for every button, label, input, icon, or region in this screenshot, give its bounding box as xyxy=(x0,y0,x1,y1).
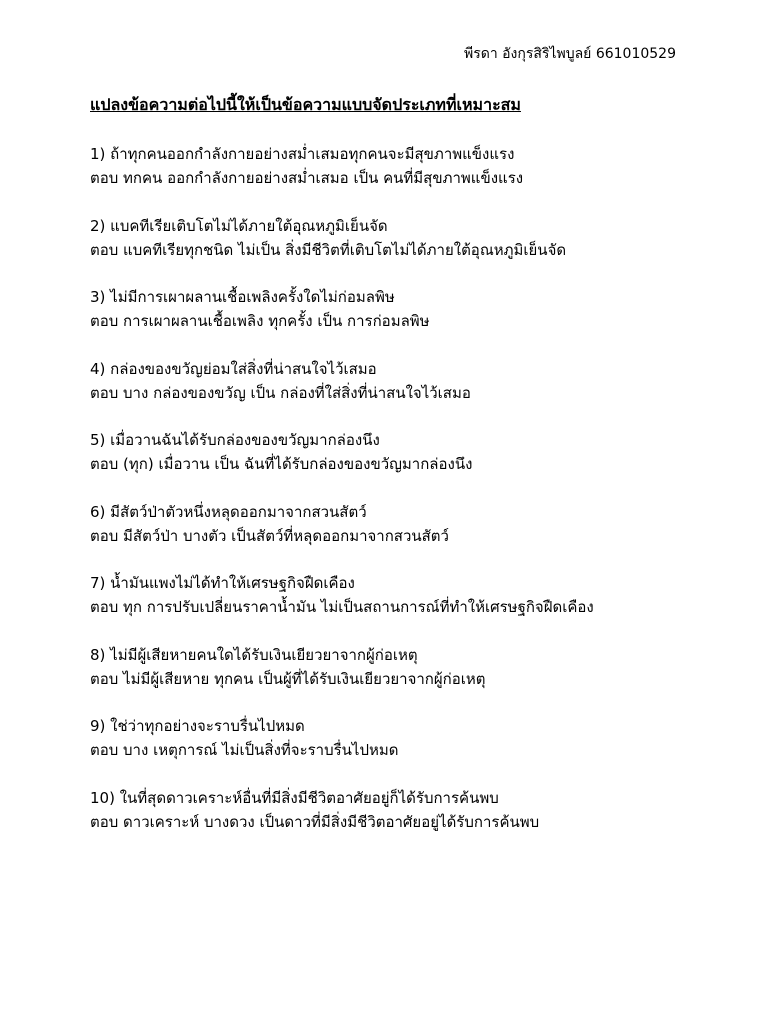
answer-text: ตอบ (ทุก) เมื่อวาน เป็น ฉันที่ได้รับกล่องของขวัญมากล่องนึง xyxy=(90,455,473,473)
list-item xyxy=(90,571,730,643)
question-text: 10) ในที่สุดดาวเคราะห์อื่นที่มีสิ่งมีชีวิตอาศัยอยู่ก็ได้รับการค้นพบ xyxy=(90,788,499,807)
question-text: 6) มีสัตว์ป่าตัวหนึ่งหลุดออกมาจากสวนสัตว์ xyxy=(90,502,367,521)
list-item xyxy=(90,786,730,858)
question-text: 7) น้ำมันแพงไม่ได้ทำให้เศรษฐกิจฝืดเคือง xyxy=(90,574,355,592)
question-list xyxy=(90,142,730,857)
list-item xyxy=(90,142,730,214)
list-item xyxy=(90,714,730,786)
question-text: 1) ถ้าทุกคนออกกำลังกายอย่างสม่ำเสมอทุกคนจะมีสุขภาพแข็งแรง xyxy=(90,145,515,163)
answer-text: ตอบ ไม่มีผู้เสียหาย ทุกคน เป็นผู้ที่ได้รับเงินเยียวยาจากผู้ก่อเหตุ xyxy=(90,669,486,688)
answer-text: ตอบ มีสัตว์ป่า บางตัว เป็นสัตว์ที่หลุดออกมาจากสวนสัตว์ xyxy=(90,526,449,545)
answer-text: ตอบ การเผาผลานเชื้อเพลิง ทุกครั้ง เป็น การก่อมลพิษ xyxy=(90,312,430,330)
list-item xyxy=(90,643,730,715)
page-title: แปลงข้อความต่อไปนี้ให้เป็นข้อความแบบจัดประเภทที่เหมาะสม xyxy=(90,95,521,114)
answer-text: ตอบ ทกคน ออกกำลังกายอย่างสม่ำเสมอ เป็น คนที่มีสุขภาพแข็งแรง xyxy=(90,169,524,187)
list-item xyxy=(90,214,730,286)
question-text: 3) ไม่มีการเผาผลานเชื้อเพลิงครั้งใดไม่ก่อมลพิษ xyxy=(90,288,395,306)
list-item xyxy=(90,500,730,572)
question-text: 4) กล่องของขวัญย่อมใส่สิ่งที่น่าสนใจไว้เสมอ xyxy=(90,359,377,378)
question-text: 2) แบคทีเรียเติบโตไม่ได้ภายใต้อุณหภูมิเย็นจัด xyxy=(90,216,388,235)
answer-text: ตอบ แบคทีเรียทุกชนิด ไม่เป็น สิ่งมีชีวิตที่เติบโตไม่ได้ภายใต้อุณหภูมิเย็นจัด xyxy=(90,240,567,259)
question-text: 5) เมื่อวานฉันได้รับกล่องของขวัญมากล่องนึง xyxy=(90,431,380,449)
list-item xyxy=(90,357,730,429)
answer-text: ตอบ บาง เหตุการณ์ ไม่เป็นสิ่งที่จะราบรื่นไปหมด xyxy=(90,741,399,759)
answer-text: ตอบ ดาวเคราะห์ บางดวง เป็นดาวที่มีสิ่งมีชีวิตอาศัยอยู่ได้รับการค้นพบ xyxy=(90,812,540,831)
question-text: 9) ใช่ว่าทุกอย่างจะราบรื่นไปหมด xyxy=(90,717,305,735)
author-line: พีรดา อังกุรสิริไพบูลย์ 661010529 xyxy=(463,46,676,62)
list-item xyxy=(90,285,730,357)
answer-text: ตอบ บาง กล่องของขวัญ เป็น กล่องที่ใส่สิ่งที่น่าสนใจไว้เสมอ xyxy=(90,383,471,402)
question-text: 8) ไม่มีผู้เสียหายคนใดได้รับเงินเยียวยาจากผู้ก่อเหตุ xyxy=(90,645,418,664)
list-item xyxy=(90,428,730,500)
answer-text: ตอบ ทุก การปรับเปลี่ยนราคาน้ำมัน ไม่เป็นสถานการณ์ที่ทำให้เศรษฐกิจฝืดเคือง xyxy=(90,598,594,616)
